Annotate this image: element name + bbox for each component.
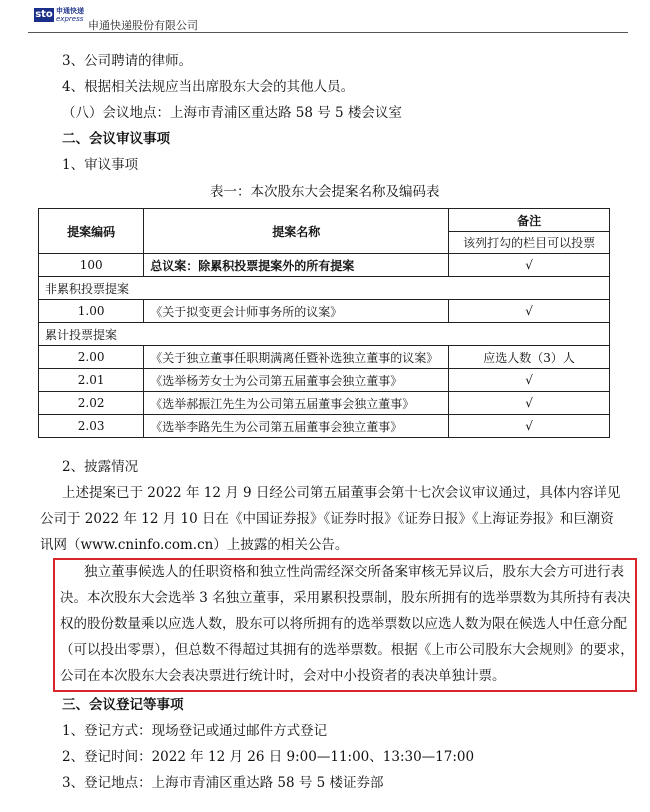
table-row	[39, 392, 610, 415]
cell-code: 2.03	[39, 415, 144, 438]
registration-time: 2、登记时间：2022 年 12 月 26 日 9:00—11:00、13:30—17:00	[62, 749, 475, 765]
cell-name: 《选举杨芳女士为公司第五届董事会独立董事》	[144, 369, 449, 392]
cell-name: 《关于独立董事任职期满离任暨补选独立董事的议案》	[144, 346, 449, 369]
boxed-line-2: 决。本次股东大会选举 3 名独立董事，采用累积投票制，股东所拥有的选举票数为其所持有表决	[60, 590, 631, 606]
header-code: 提案编码	[39, 209, 144, 254]
disclosure-title: 2、披露情况	[62, 459, 139, 475]
boxed-line-4: （可以投出零票），但总数不得超过其拥有的选举票数。根据《上市公司股东大会规则》的要求，	[60, 642, 634, 658]
cell-code: 2.00	[39, 346, 144, 369]
cell-code: 1.00	[39, 300, 144, 323]
agenda-subtitle: 1、审议事项	[62, 157, 139, 173]
disclosure-line-1: 上述提案已于 2022 年 12 月 9 日经公司第五届董事会第十七次会议审议通过，具体内容详见	[62, 485, 621, 501]
table-section-row	[39, 323, 610, 346]
header-name: 提案名称	[144, 209, 449, 254]
registration-method: 1、登记方式：现场登记或通过邮件方式登记	[62, 723, 328, 739]
attendee-others: 4、根据相关法规应当出席股东大会的其他人员。	[62, 79, 355, 95]
table-row	[39, 346, 610, 369]
header-note-sub: 该列打勾的栏目可以投票	[449, 232, 610, 254]
cell-name: 总议案：除累积投票提案外的所有提案	[144, 254, 449, 277]
registration-location: 3、登记地点：上海市青浦区重达路 58 号 5 楼证券部	[62, 775, 384, 791]
section-label: 非累积投票提案	[39, 277, 610, 300]
section-label: 累计投票提案	[39, 323, 610, 346]
disclosure-line-3: 讯网（www.cninfo.com.cn）上披露的相关公告。	[40, 537, 349, 553]
boxed-line-1: 独立董事候选人的任职资格和独立性尚需经深交所备案审核无异议后，股东大会方可进行表	[84, 564, 624, 580]
cell-name: 《选举李路先生为公司第五届董事会独立董事》	[144, 415, 449, 438]
boxed-line-5: 公司在本次股东大会表决票进行统计时，会对中小投资者的表决单独计票。	[60, 668, 506, 684]
table-row	[39, 254, 610, 277]
company-name: 申通快递股份有限公司	[88, 19, 198, 32]
cell-note: 应选人数（3）人	[449, 346, 610, 369]
boxed-line-3: 权的股份数量乘以应选人数，股东可以将所拥有的选举票数以应选人数为限在候选人中任意分配	[60, 616, 627, 632]
cell-note: √	[449, 300, 610, 323]
cell-code: 100	[39, 254, 144, 277]
proposal-table	[38, 208, 610, 438]
cell-name: 《选举郝振江先生为公司第五届董事会独立董事》	[144, 392, 449, 415]
header-note: 备注	[449, 209, 610, 232]
disclosure-line-2: 公司于 2022 年 12 月 10 日在《中国证券报》《证券时报》《证券日报》《上海证券报》和巨潮资	[40, 511, 614, 527]
cell-name: 《关于拟变更会计师事务所的议案》	[144, 300, 449, 323]
meeting-location: （八）会议地点：上海市青浦区重达路 58 号 5 楼会议室	[62, 105, 402, 121]
cell-note: √	[449, 415, 610, 438]
logo-en: express	[56, 15, 84, 23]
logo-cn: 申通快递	[56, 7, 84, 15]
cell-code: 2.01	[39, 369, 144, 392]
table-section-row	[39, 277, 610, 300]
attendee-lawyer: 3、公司聘请的律师。	[62, 53, 193, 69]
table-title: 表一：本次股东大会提案名称及编码表	[210, 184, 440, 200]
cell-note: √	[449, 369, 610, 392]
table-row	[39, 369, 610, 392]
cell-note: √	[449, 392, 610, 415]
section-title-registration: 三、会议登记等事项	[62, 697, 184, 713]
cell-note: √	[449, 254, 610, 277]
sto-logo: sto	[35, 9, 53, 20]
cell-code: 2.02	[39, 392, 144, 415]
page-header	[28, 6, 628, 33]
table-row	[39, 415, 610, 438]
table-row	[39, 300, 610, 323]
section-title-agenda: 二、会议审议事项	[62, 131, 170, 147]
